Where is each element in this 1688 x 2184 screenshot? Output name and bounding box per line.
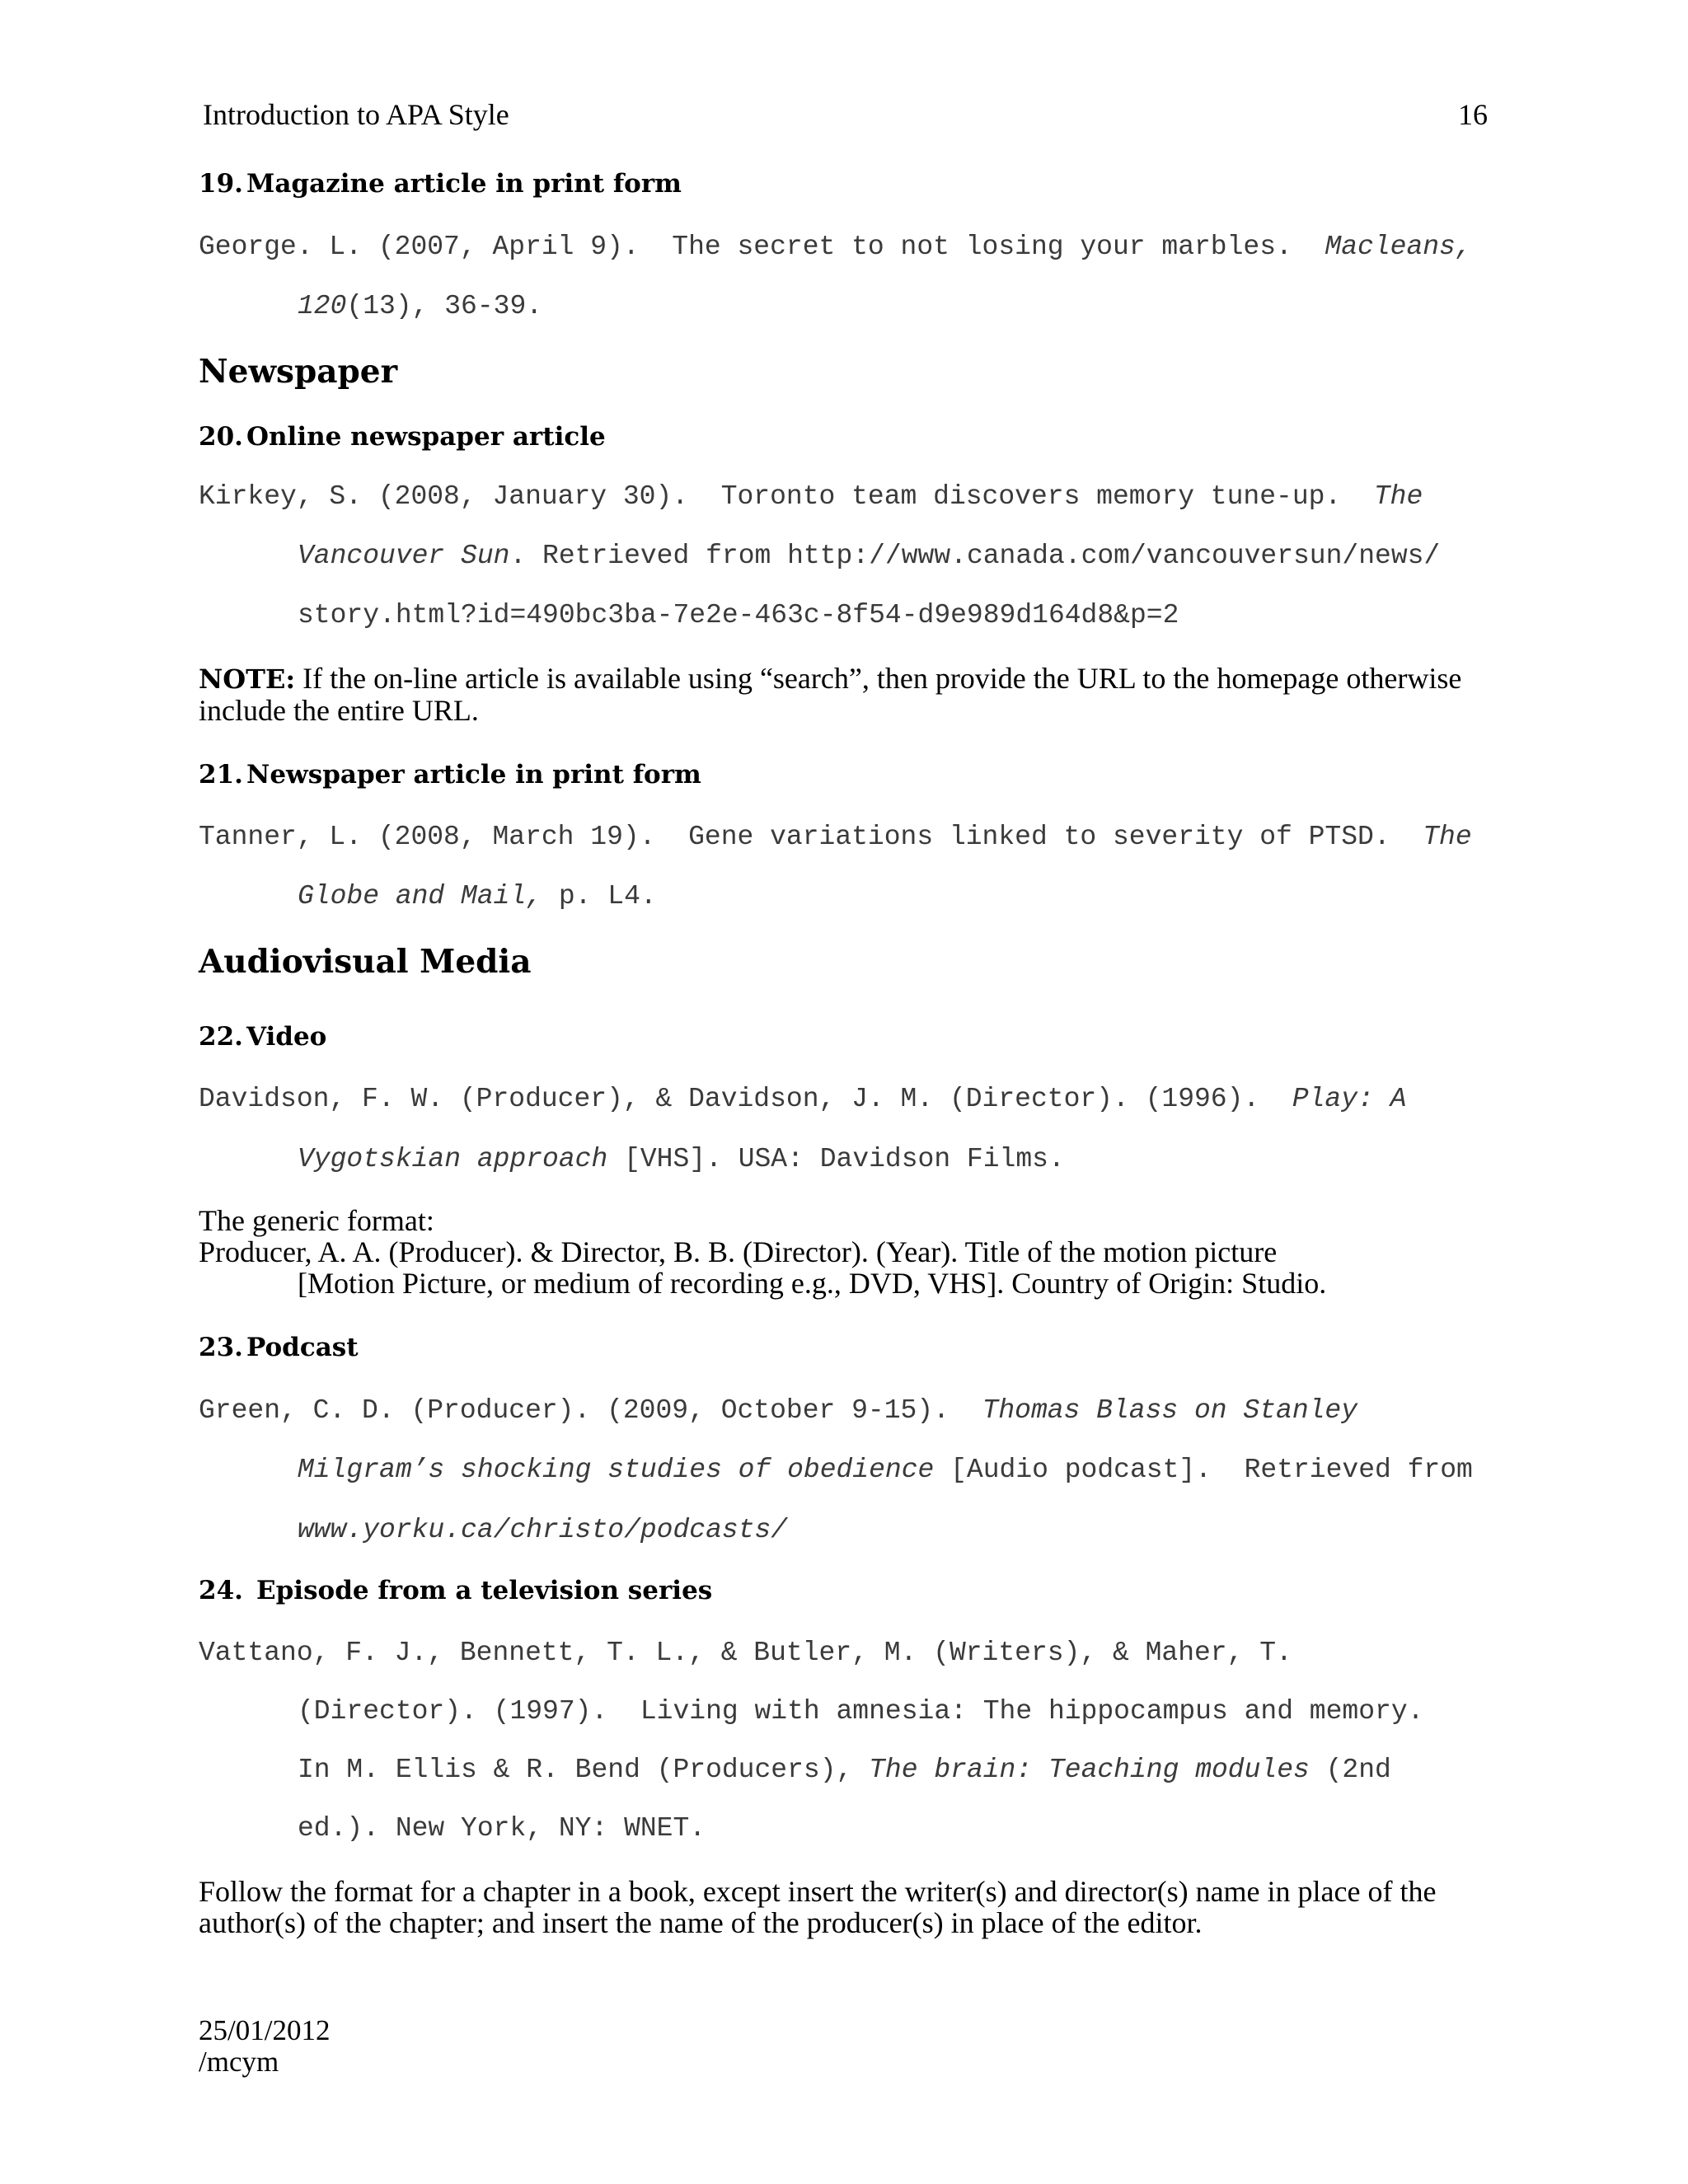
section-heading-newspaper: Newspaper [199,353,398,391]
reference-21 [199,822,1472,852]
item-number: 23. [199,1333,243,1362]
reference-italic: Vygotskian approach [298,1144,608,1174]
section-heading-audiovisual: Audiovisual Media [199,943,532,981]
reference-20-url: story.html?id=490bc3ba-7e2e-463c-8f54-d9e989d164d8&p=2 [298,600,1179,630]
item-number: 24. [199,1576,243,1605]
generic-format-label: The generic format: [199,1204,434,1237]
reference-italic: The [1423,822,1472,852]
item-heading-21 [199,760,701,790]
follow-paragraph: Follow the format for a chapter in a book, except insert the writer(s) and director(s) name in place of the author(s) of the chapter; and insert the name of the producer(s) in place of the editor. [199,1875,1437,1939]
reference-text: George. L. (2007, April 9). The secret to not losing your marbles. [199,232,1325,262]
reference-22 [199,1084,1406,1114]
reference-italic: The brain: Teaching modules [869,1755,1310,1785]
item-heading-20 [199,422,606,452]
reference-22-cont [298,1144,1065,1174]
reference-italic: www.yorku.ca/christo/podcasts/ [298,1515,788,1545]
note-paragraph [199,663,1501,726]
item-heading-23 [199,1333,359,1362]
reference-text: Tanner, L. (2008, March 19). Gene variations linked to severity of PTSD. [199,822,1423,852]
reference-23-url [298,1515,787,1545]
reference-text: . Retrieved from http://www.canada.com/vancouversun/news/ [509,541,1441,571]
item-heading-19 [199,169,682,199]
item-title: Video [246,1022,327,1052]
reference-text: (13), 36-39. [346,291,543,321]
note-label: NOTE: [199,663,296,695]
item-heading-24 [199,1576,712,1605]
reference-24-line2: (Director). (1997). Living with amnesia: The hippocampus and memory. [298,1696,1424,1727]
reference-19-cont [298,291,542,321]
item-title: Online newspaper article [246,422,606,452]
item-title: Episode from a television series [256,1576,713,1605]
reference-italic: Play: A [1292,1084,1407,1114]
running-head: Introduction to APA Style [203,98,509,131]
reference-italic: The [1373,481,1423,512]
item-number: 20. [199,422,243,452]
item-number: 21. [199,760,243,790]
item-title: Magazine article in print form [246,169,682,199]
item-heading-22 [199,1022,326,1052]
reference-24: Vattano, F. J., Bennett, T. L., & Butler, M. (Writers), & Maher, T. [199,1638,1292,1668]
generic-format-line2: [Motion Picture, or medium of recording e.g., DVD, VHS]. Country of Origin: Studio. [298,1267,1327,1300]
reference-text: Davidson, F. W. (Producer), & Davidson, J. M. (Director). (1996). [199,1084,1292,1114]
note-text: If the on-line article is available using “search”, then provide the URL to the homepage otherwise include the entire URL. [199,662,1462,727]
reference-20-cont [298,541,1440,571]
reference-italic: 120 [298,291,347,321]
item-number: 22. [199,1022,243,1052]
reference-text: [Audio podcast]. Retrieved from [934,1455,1473,1485]
footer-initials: /mcym [199,2046,279,2078]
page-number: 16 [1458,98,1488,131]
reference-24-line4: ed.). New York, NY: WNET. [298,1813,706,1844]
item-title: Newspaper article in print form [246,760,701,790]
reference-italic: Thomas Blass on Stanley [982,1395,1358,1426]
reference-italic: Vancouver Sun [298,541,510,571]
item-title: Podcast [246,1333,359,1362]
generic-format-line1: Producer, A. A. (Producer). & Director, B. B. (Director). (Year). Title of the motion picture [199,1235,1278,1268]
reference-italic: Milgram’s shocking studies of obedience [298,1455,935,1485]
reference-21-cont [298,881,657,912]
reference-text: p. L4. [542,881,657,912]
reference-text: [VHS]. USA: Davidson Films. [607,1144,1065,1174]
reference-italic: Macleans, [1325,232,1472,262]
reference-text: (2nd [1309,1755,1391,1785]
reference-text: In M. Ellis & R. Bend (Producers), [298,1755,870,1785]
reference-23-cont [298,1455,1473,1485]
reference-24-line3 [298,1755,1391,1785]
reference-23 [199,1395,1357,1426]
reference-text: Kirkey, S. (2008, January 30). Toronto team discovers memory tune-up. [199,481,1374,512]
footer-date: 25/01/2012 [199,2014,331,2046]
reference-italic: Globe and Mail, [298,881,543,912]
item-number: 19. [199,169,243,199]
reference-text: Green, C. D. (Producer). (2009, October 9-15). [199,1395,982,1426]
reference-20 [199,481,1423,512]
reference-19 [199,232,1472,262]
